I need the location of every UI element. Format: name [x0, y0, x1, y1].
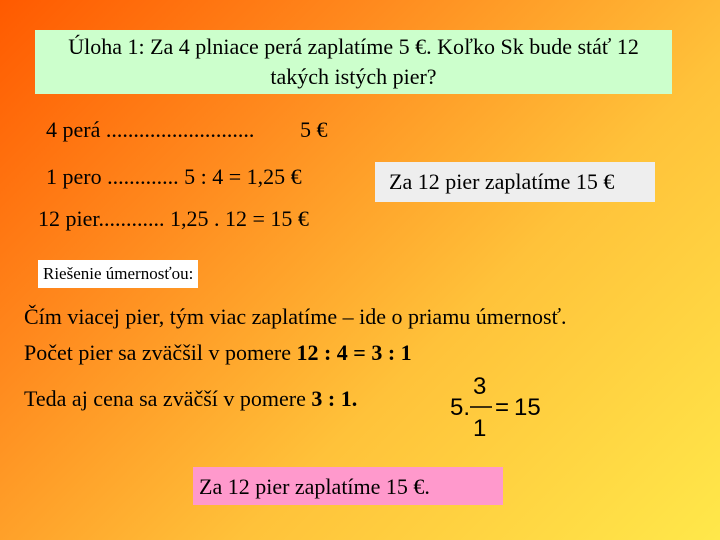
formula-equals: = [495, 394, 510, 421]
final-answer-box: Za 12 pier zaplatíme 15 €. [193, 467, 503, 505]
result-box: Za 12 pier zaplatíme 15 € [375, 162, 655, 202]
task-title-line2: takých istých pier? [270, 64, 437, 89]
formula-denominator: 1 [473, 415, 487, 442]
explanation-line3-text: Teda aj cena sa zväčší v pomere [24, 386, 312, 411]
formula-multiplier: 5. [450, 394, 471, 421]
explanation-line2-ratio: 12 : 4 = 3 : 1 [296, 340, 412, 365]
explanation-line2-text: Počet pier sa zväčšil v pomere [24, 340, 297, 365]
fraction-formula [446, 372, 556, 442]
task-title-line1: Úloha 1: Za 4 plniace perá zaplatíme 5 €. Koľko Sk bude stáť 12 [68, 34, 639, 59]
row2: 1 pero ............. 5 : 4 = 1,25 € [46, 164, 302, 189]
explanation-line3-ratio: 3 : 1. [311, 386, 358, 411]
explanation-line2 [24, 340, 412, 366]
formula-result: 15 [514, 394, 541, 421]
row1-left: 4 perá ........................... [46, 117, 255, 142]
row3: 12 pier............ 1,25 . 12 = 15 € [38, 206, 309, 231]
formula-numerator: 3 [473, 373, 487, 400]
row1-right: 5 € [300, 117, 328, 142]
explanation-line1: Čím viacej pier, tým viac zaplatíme – ide o priamu úmernosť. [24, 304, 567, 329]
solution-label: Riešenie úmernosťou: [38, 260, 198, 288]
explanation-line3 [24, 386, 357, 412]
task-title-box [35, 30, 672, 94]
